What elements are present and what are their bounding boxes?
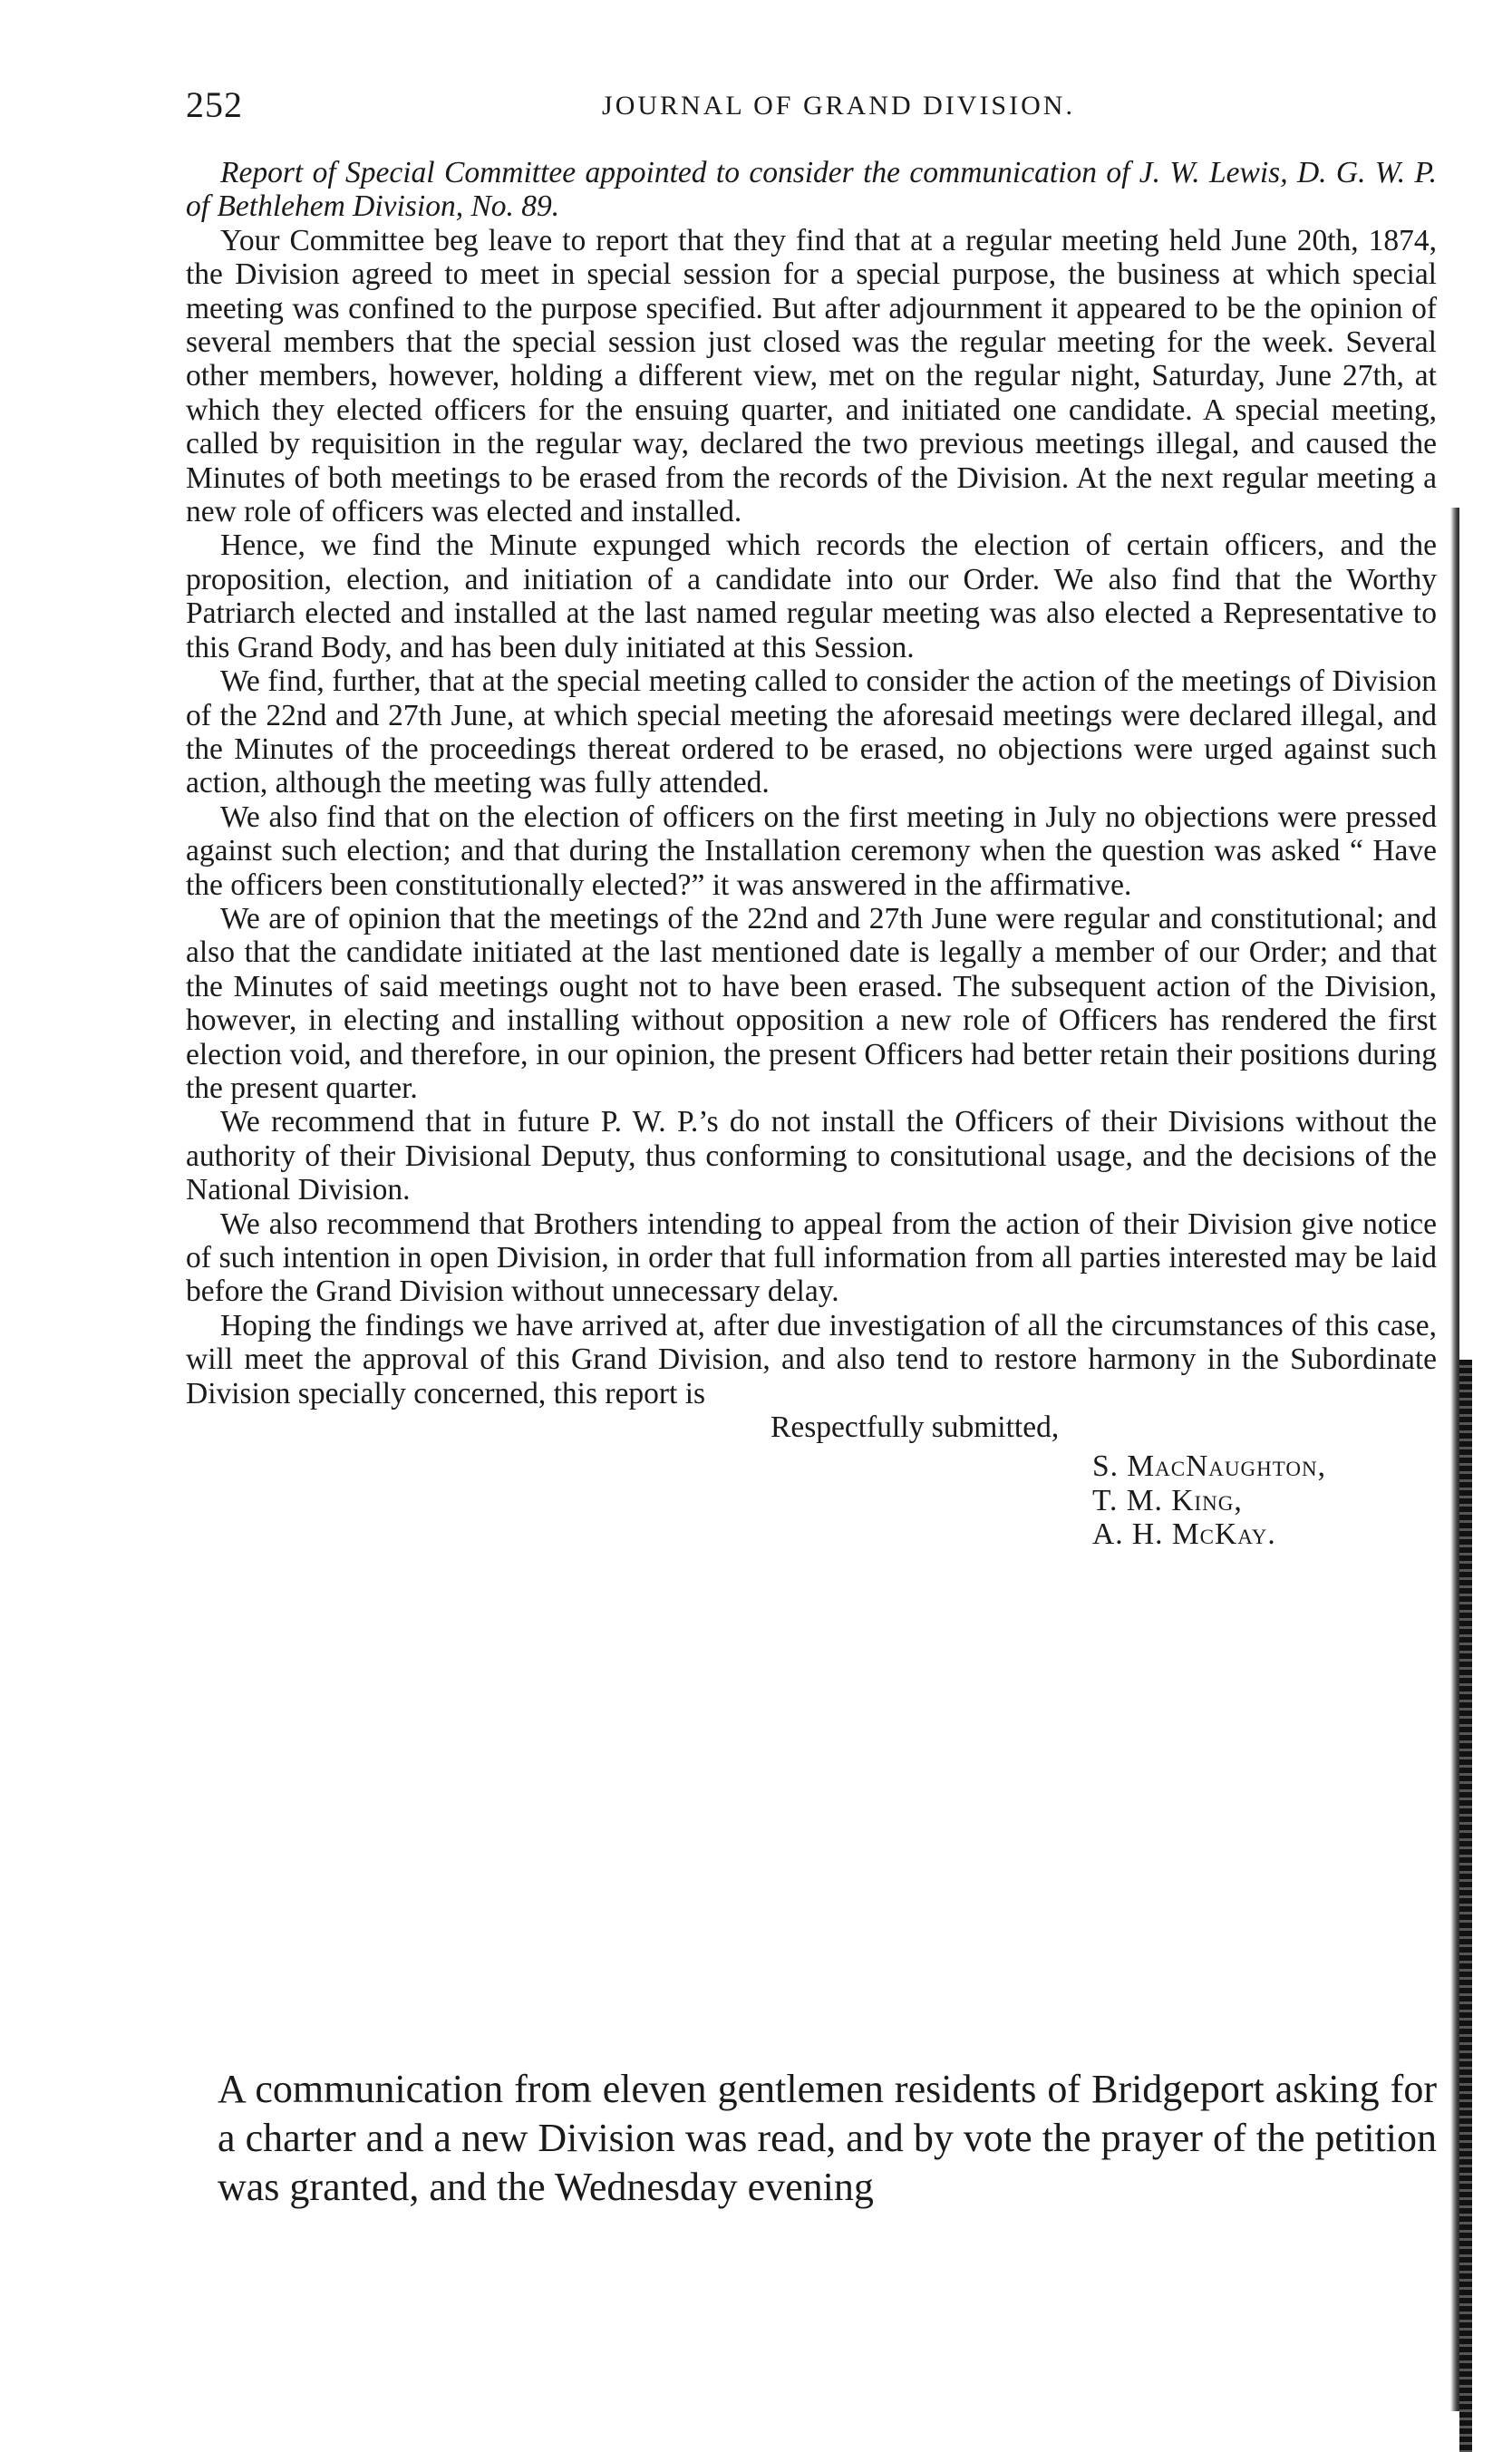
signatories bbox=[186, 1449, 1437, 1551]
page-number: 252 bbox=[186, 84, 243, 125]
scan-binding-edge bbox=[1459, 1360, 1472, 2452]
report-paragraph-special-meeting: We find, further, that at the special meeting called to consider the action of the meetings of Division of the 22nd and 27th June, at which special meeting the aforesaid meetings were declared illegal, and the Minutes of the proceedings thereat ordered to be erased, no objections were urged against such action, although the meeting was fully attended. bbox=[186, 664, 1437, 800]
minutes-paragraph: A communication from eleven gentlemen residents of Bridgeport asking for a charter and a new Division was read, and by vote the prayer of the petition was granted, and the Wednesday evening bbox=[218, 2067, 1437, 2209]
journal-title: JOURNAL OF GRAND DIVISION. bbox=[602, 91, 1075, 121]
report-signoff bbox=[186, 1410, 1437, 1444]
report-paragraph-opinion: We are of opinion that the meetings of the 22nd and 27th June were regular and constitutional; and also that the candidate initiated at the last mentioned date is legally a member of our Order; and that the Minutes of said meetings ought not to have been erased. The subsequent action of the Division, however, in electing and installing without opposition a new role of Officers has rendered the first election void, and therefore, in our opinion, the present Officers had better retain their positions during the present quarter. bbox=[186, 901, 1437, 1105]
minutes-text bbox=[218, 2065, 1437, 2212]
signatory: A. H. McKay. bbox=[1092, 1517, 1276, 1552]
report-paragraph-appeal-recommendation: We also recommend that Brothers intending to appeal from the action of their Division give notice of such intention in open Division, in order that full information from all parties interested may be laid before the Grand Division without unnecessary delay. bbox=[186, 1207, 1437, 1309]
signatory: S. MacNaughton, bbox=[1092, 1449, 1326, 1484]
report-paragraph-minute-expunged: Hence, we find the Minute expunged which records the election of certain officers, and the proposition, election, and initiation of a candidate into our Order. We also find that the Worthy Patriarch elected and installed at the last named regular meeting was also elected a Representative to this Grand Body, and has been duly initiated at this Session. bbox=[186, 528, 1437, 664]
report-heading: Report of Special Committee appointed to consider the communication of J. W. Lewis, D. G. W. P. of Bethlehem Division, No. 89. bbox=[186, 156, 1437, 224]
signatory: T. M. King, bbox=[1092, 1483, 1243, 1517]
report-paragraph-conclusion: Hoping the findings we have arrived at, after due investigation of all the circumstances of this case, will meet the approval of this Grand Division, and also tend to restore harmony in the Subordinate Division specially concerned, this report is bbox=[186, 1308, 1437, 1410]
report-paragraph-july-election: We also find that on the election of officers on the first meeting in July no objections were pressed against such election; and that during the Installation ceremony when the question was asked “ Have the officers been constitutionally elected?” it was answered in the affirmative. bbox=[186, 800, 1437, 902]
report-paragraph-recommendation: We recommend that in future P. W. P.’s do not install the Officers of their Divisions without the authority of their Divisional Deputy, thus conforming to consitutional usage, and the decisions of the National Division. bbox=[186, 1105, 1437, 1207]
report-paragraph-findings: Your Committee beg leave to report that they find that at a regular meeting held June 20th, 1874, the Division agreed to meet in special session for a special purpose, the business at which special meeting was confined to the purpose specified. But after adjournment it appeared to be the opinion of several members that the special session just closed was the regular meeting for the week. Several other members, however, holding a different view, met on the regular night, Saturday, June 27th, at which they elected officers for the ensuing quarter, and initiated one candidate. A special meeting, called by requisition in the regular way, declared the two previous meetings illegal, and caused the Minutes of both meetings to be erased from the records of the Division. At the next regular meeting a new role of officers was elected and installed. bbox=[186, 223, 1437, 529]
scan-edge-shadow bbox=[1450, 508, 1459, 2411]
committee-report bbox=[186, 156, 1437, 1552]
running-head bbox=[186, 83, 1437, 129]
closing-line: Respectfully submitted, bbox=[771, 1410, 1060, 1445]
